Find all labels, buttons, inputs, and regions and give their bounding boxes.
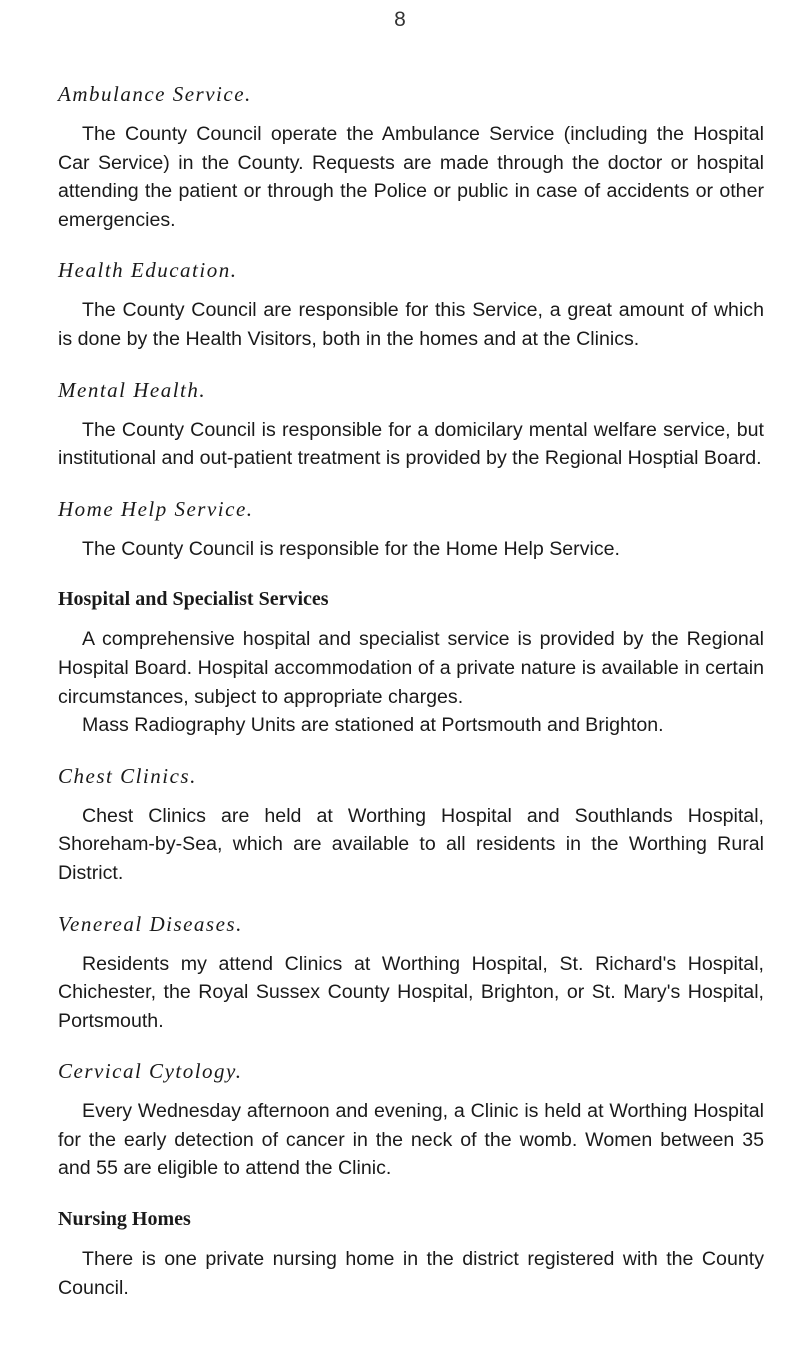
section-ambulance-service bbox=[58, 80, 764, 234]
section-paragraph: Residents my attend Clinics at Worthing Hospital, St. Richard's Hospital, Chichester, the Royal Sussex County Hospital, Brighton, or St. Mary's Hospital, Portsmouth. bbox=[58, 952, 764, 1032]
section-paragraph: The County Council are responsible for this Service, a great amount of which is done by the Health Visitors, both in the homes and at the Clinics. bbox=[58, 299, 764, 350]
section-heading: Ambulance Service. bbox=[58, 82, 252, 106]
section-heading: Health Education. bbox=[58, 258, 238, 283]
section-heading: Venereal Diseases. bbox=[58, 911, 243, 936]
section-health-education bbox=[58, 256, 764, 353]
section-paragraph: The County Council is responsible for a domicilary mental welfare service, but institutional and out-patient treatment is provided by the Regional Hosptial Board. bbox=[58, 418, 764, 470]
section-paragraph: A comprehensive hospital and specialist service is provided by the Regional Hospital Board. Hospital accommodation of a private nature is available in certain circumstances, subject to appropriate charges. bbox=[58, 628, 764, 708]
page-number: 8 bbox=[394, 8, 406, 31]
section-paragraph: Every Wednesday afternoon and evening, a Clinic is held at Worthing Hospital for the early detection of cancer in the neck of the womb. Women between 35 and 55 are eligible to attend the Clinic. bbox=[58, 1100, 764, 1180]
section-chest-clinics bbox=[58, 762, 764, 888]
section-paragraph: There is one private nursing home in the district registered with the County Council. bbox=[58, 1248, 764, 1299]
section-heading: Home Help Service. bbox=[58, 496, 254, 521]
section-heading: Nursing Homes bbox=[58, 1208, 191, 1231]
section-nursing-homes bbox=[58, 1205, 764, 1302]
section-paragraph: Chest Clinics are held at Worthing Hospital and Southlands Hospital, Shoreham-by-Sea, which are available to all residents in the Worthing Rural District. bbox=[58, 804, 764, 884]
section-paragraph: The County Council is responsible for the Home Help Service. bbox=[82, 537, 620, 560]
section-mental-health bbox=[58, 376, 764, 473]
section-home-help-service bbox=[58, 495, 764, 564]
section-paragraph: Mass Radiography Units are stationed at Portsmouth and Brighton. bbox=[82, 714, 664, 737]
section-heading: Hospital and Specialist Services bbox=[58, 588, 329, 611]
section-heading: Cervical Cytology. bbox=[58, 1059, 243, 1084]
section-hospital-specialist-services bbox=[58, 585, 764, 739]
section-heading: Chest Clinics. bbox=[58, 763, 197, 788]
section-venereal-diseases bbox=[58, 910, 764, 1036]
section-cervical-cytology bbox=[58, 1057, 764, 1183]
section-heading: Mental Health. bbox=[58, 377, 207, 402]
section-paragraph: The County Council operate the Ambulance Service (including the Hospital Car Service) in the County. Requests are made through the doctor or hospital attending the patient or through the Police or public in case of accidents or other emergencies. bbox=[58, 123, 764, 231]
document-body bbox=[58, 80, 764, 1324]
